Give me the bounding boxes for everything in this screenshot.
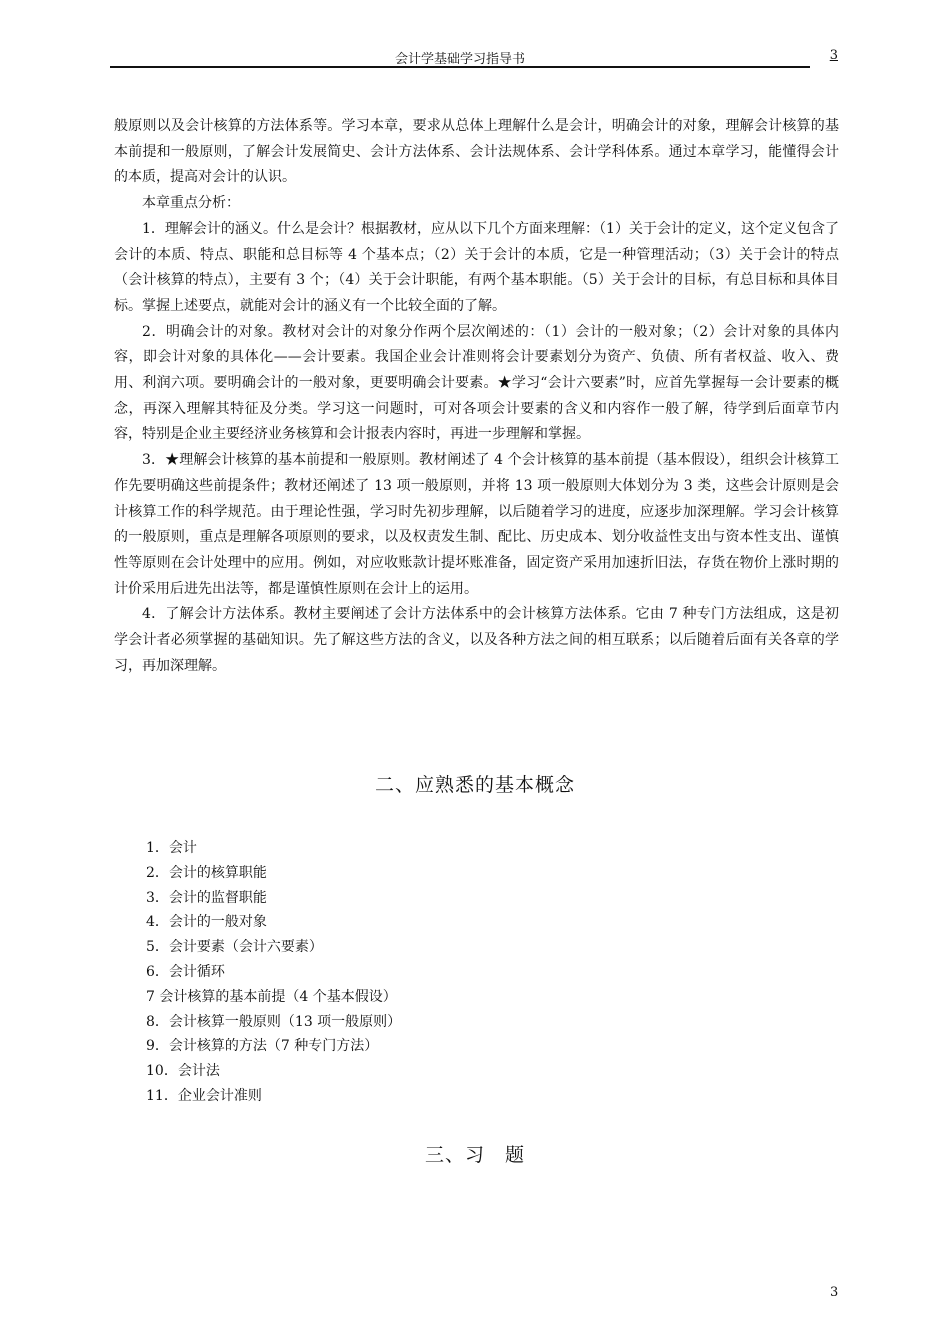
paragraph-key-analysis-label: 本章重点分析： [142,195,240,212]
paragraph-point-2: 2．明确会计的对象。教材对会计的对象分作两个层次阐述的：（1）会计的一般对象；（2）会计对象的具体内容，即会计对象的具体化——会计要素。我国企业会计准则将会计要素划分为资产、负债、所有者权益、收入、费用、利润六项。要明确会计的一般对象，更要明确会计要素。★学习“会计六要素”时，应首先掌握每一会计要素的概念，再深入理解其特征及分类。学习这一问题时，可对各项会计要素的含义和内容作一般了解，待学到后面章节内容，特别是企业主要经济业务核算和会计报表内容时，再进一步理解和掌握。 [114,323,839,443]
body-text [114,114,839,679]
paragraph-point-4: 4．了解会计方法体系。教材主要阐述了会计方法体系中的会计核算方法体系。它由 7 种专门方法组成，这是初学会计者必须掌握的基础知识。先了解这些方法的含义，以及各种方法之间的相互联系；以后随着后面有关各章的学习，再加深理解。 [114,606,839,674]
list-item: 10．会计法 [146,1063,220,1080]
section-title-exercises: 三、习 题 [424,1144,525,1166]
list-item: 7 会计核算的基本前提（4 个基本假设） [146,988,397,1005]
list-item: 4．会计的一般对象 [146,914,267,931]
list-item: 6．会计循环 [146,963,225,980]
section-title-basic-concepts: 二、应熟悉的基本概念 [374,774,575,796]
list-item: 1．会计 [146,840,197,856]
page-header [110,48,838,68]
header-page-number: 3 [829,48,838,63]
list-item: 2．会计的核算职能 [146,864,267,881]
footer-page-number: 3 [830,1285,839,1300]
list-item: 11．企业会计准则 [146,1087,262,1104]
list-item: 3．会计的监督职能 [146,889,267,906]
header-rule [110,66,810,68]
paragraph-point-3: 3．★理解会计核算的基本前提和一般原则。教材阐述了 4 个会计核算的基本前提（基本假设），组织会计核算工作先要明确这些前提条件；教材还阐述了 13 项一般原则，并将 13 项一般原则大体划分为 3 类，这些会计原则是会计核算工作的科学规范。由于理论性强，学习时先初步理解，以后随着学习的进度，应逐步加深理解。学习会计核算的一般原则，重点是理解各项原则的要求，以及权责发生制、配比、历史成本、划分收益性支出与资本性支出、谨慎性等原则在会计处理中的应用。例如，对应收账款计提坏账准备，固定资产采用加速折旧法，存货在物价上涨时期的计价采用后进先出法等，都是谨慎性原则在会计上的运用。 [114,452,839,597]
list-item: 9．会计核算的方法（7 种专门方法） [146,1038,379,1055]
list-item: 5．会计要素（会计六要素） [146,939,323,956]
header-title: 会计学基础学习指导书 [394,52,525,67]
paragraph-point-1: 1．理解会计的涵义。什么是会计？根据教材，应从以下几个方面来理解：（1）关于会计的定义，这个定义包含了会计的本质、特点、职能和总目标等 4 个基本点；（2）关于会计的本质，它是一种管理活动；（3）关于会计的特点（会计核算的特点），主要有 3 个；（4）关于会计职能，有两个基本职能。（5）关于会计的目标，有总目标和具体目标。掌握上述要点，就能对会计的涵义有一个比较全面的了解。 [114,220,839,314]
paragraph-continuation: 般原则以及会计核算的方法体系等。学习本章，要求从总体上理解什么是会计，明确会计的对象，理解会计核算的基本前提和一般原则，了解会计发展简史、会计方法体系、会计法规体系、会计学科体系。通过本章学习，能懂得会计的本质，提高对会计的认识。 [114,118,839,186]
list-item: 8．会计核算一般原则（13 项一般原则） [146,1013,402,1030]
concept-list [146,836,401,1109]
